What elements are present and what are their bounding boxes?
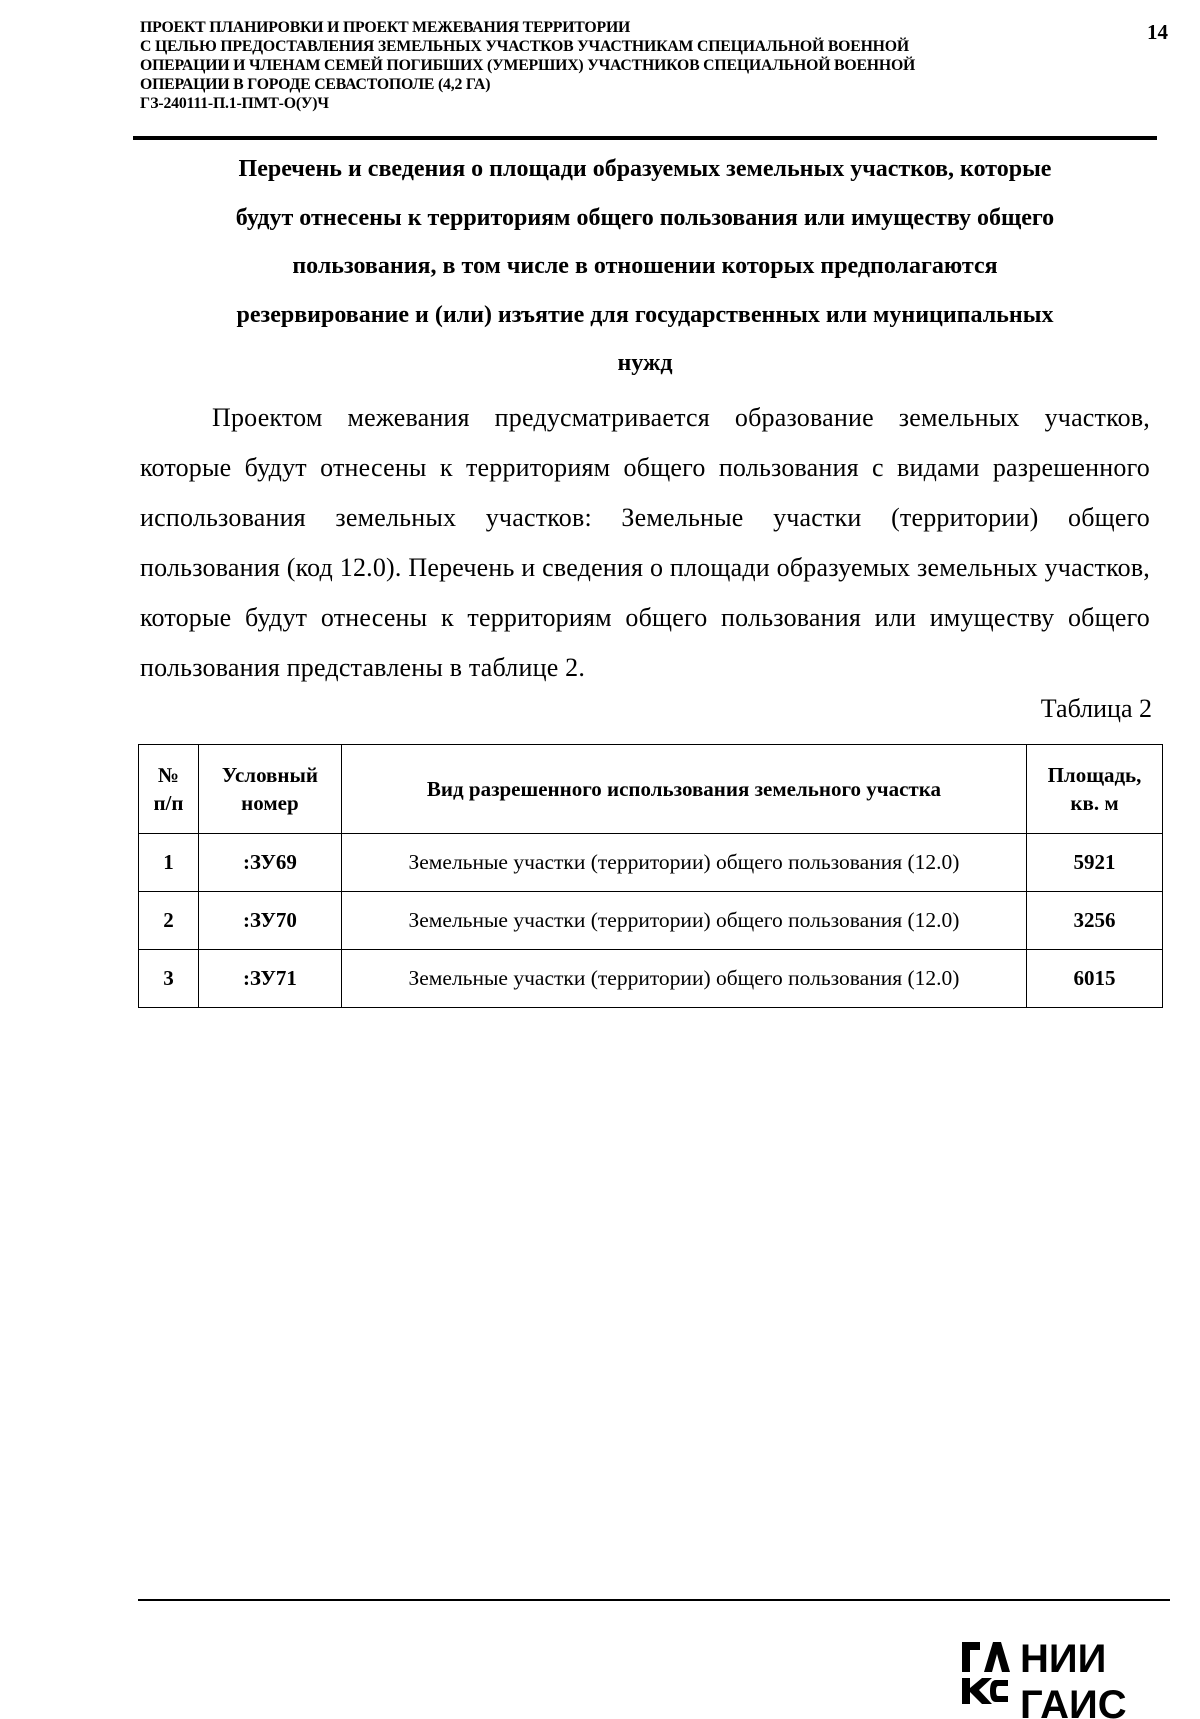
header-line: ПРОЕКТ ПЛАНИРОВКИ И ПРОЕКТ МЕЖЕВАНИЯ ТЕРРИТОРИИ [140,19,631,36]
document-code: ГЗ-240111-П.1-ПМТ-О(У)Ч [140,95,329,112]
header-id-line2: номер [241,791,299,815]
cell-num: 2 [139,892,199,950]
header-area-line2: кв. м [1070,791,1119,815]
table-header-row [139,745,1163,834]
header-num-line2: п/п [153,791,184,815]
table-row [139,950,1163,1008]
cell-id: :ЗУ69 [198,834,341,892]
table-row [139,892,1163,950]
table-caption: Таблица 2 [1040,694,1152,723]
section-title [133,145,1157,388]
header-line: ОПЕРАЦИИ И ЧЛЕНАМ СЕМЕЙ ПОГИБШИХ (УМЕРШИХ) УЧАСТНИКОВ СПЕЦИАЛЬНОЙ ВОЕННОЙ [140,57,916,74]
cell-use: Земельные участки (территории) общего пользования (12.0) [341,892,1026,950]
header-area-line1: Площадь, [1047,763,1142,787]
logo-text-top: НИИ [1020,1637,1107,1681]
title-line: Перечень и сведения о площади образуемых земельных участков, которые [238,156,1052,182]
cell-use: Земельные участки (территории) общего пользования (12.0) [341,950,1026,1008]
title-line: будут отнесены к территориям общего пользования или имуществу общего [235,204,1055,231]
logo-text-bottom: ГАИС [1020,1683,1127,1719]
header-line: ОПЕРАЦИИ В ГОРОДЕ СЕВАСТОПОЛЕ (4,2 ГА) [140,76,491,93]
cell-id: :ЗУ71 [198,950,341,1008]
footer-divider [138,1599,1170,1601]
table-row [139,834,1163,892]
cell-num: 1 [139,834,199,892]
header-id [198,745,341,834]
company-logo [960,1626,1160,1719]
header-num [139,745,199,834]
cell-num: 3 [139,950,199,1008]
cell-area: 5921 [1027,834,1163,892]
header-use: Вид разрешенного использования земельного участка [341,745,1026,834]
logo-icon [960,1626,1160,1719]
body-paragraph: Проектом межевания предусматривается образование земельных участков, которые будут отнесены к территориям общего пользования с видами разрешенного использования земельных участков: Земельные участки (территории) общего пользования (код 12.0). Перечень и сведения о площади образуемых земельных участков, которые будут отнесены к территориям общего пользования или имуществу общего пользования представлены в таблице 2. [140,403,1150,682]
header-line: С ЦЕЛЬЮ ПРЕДОСТАВЛЕНИЯ ЗЕМЕЛЬНЫХ УЧАСТКОВ УЧАСТНИКАМ СПЕЦИАЛЬНОЙ ВОЕННОЙ [140,38,909,55]
cell-area: 3256 [1027,892,1163,950]
document-header [140,18,1100,113]
header-num-line1: № [157,763,180,787]
title-line: резервирование и (или) изъятие для государственных или муниципальных [236,301,1054,328]
cell-use: Земельные участки (территории) общего пользования (12.0) [341,834,1026,892]
page-number: 14 [1147,20,1168,44]
header-area [1027,745,1163,834]
title-line: пользования, в том числе в отношении которых предполагаются [292,253,998,279]
cell-id: :ЗУ70 [198,892,341,950]
header-id-line1: Условный [221,763,318,787]
land-plots-table [138,744,1163,1008]
title-line: нужд [617,350,673,376]
header-divider [133,136,1157,140]
cell-area: 6015 [1027,950,1163,1008]
